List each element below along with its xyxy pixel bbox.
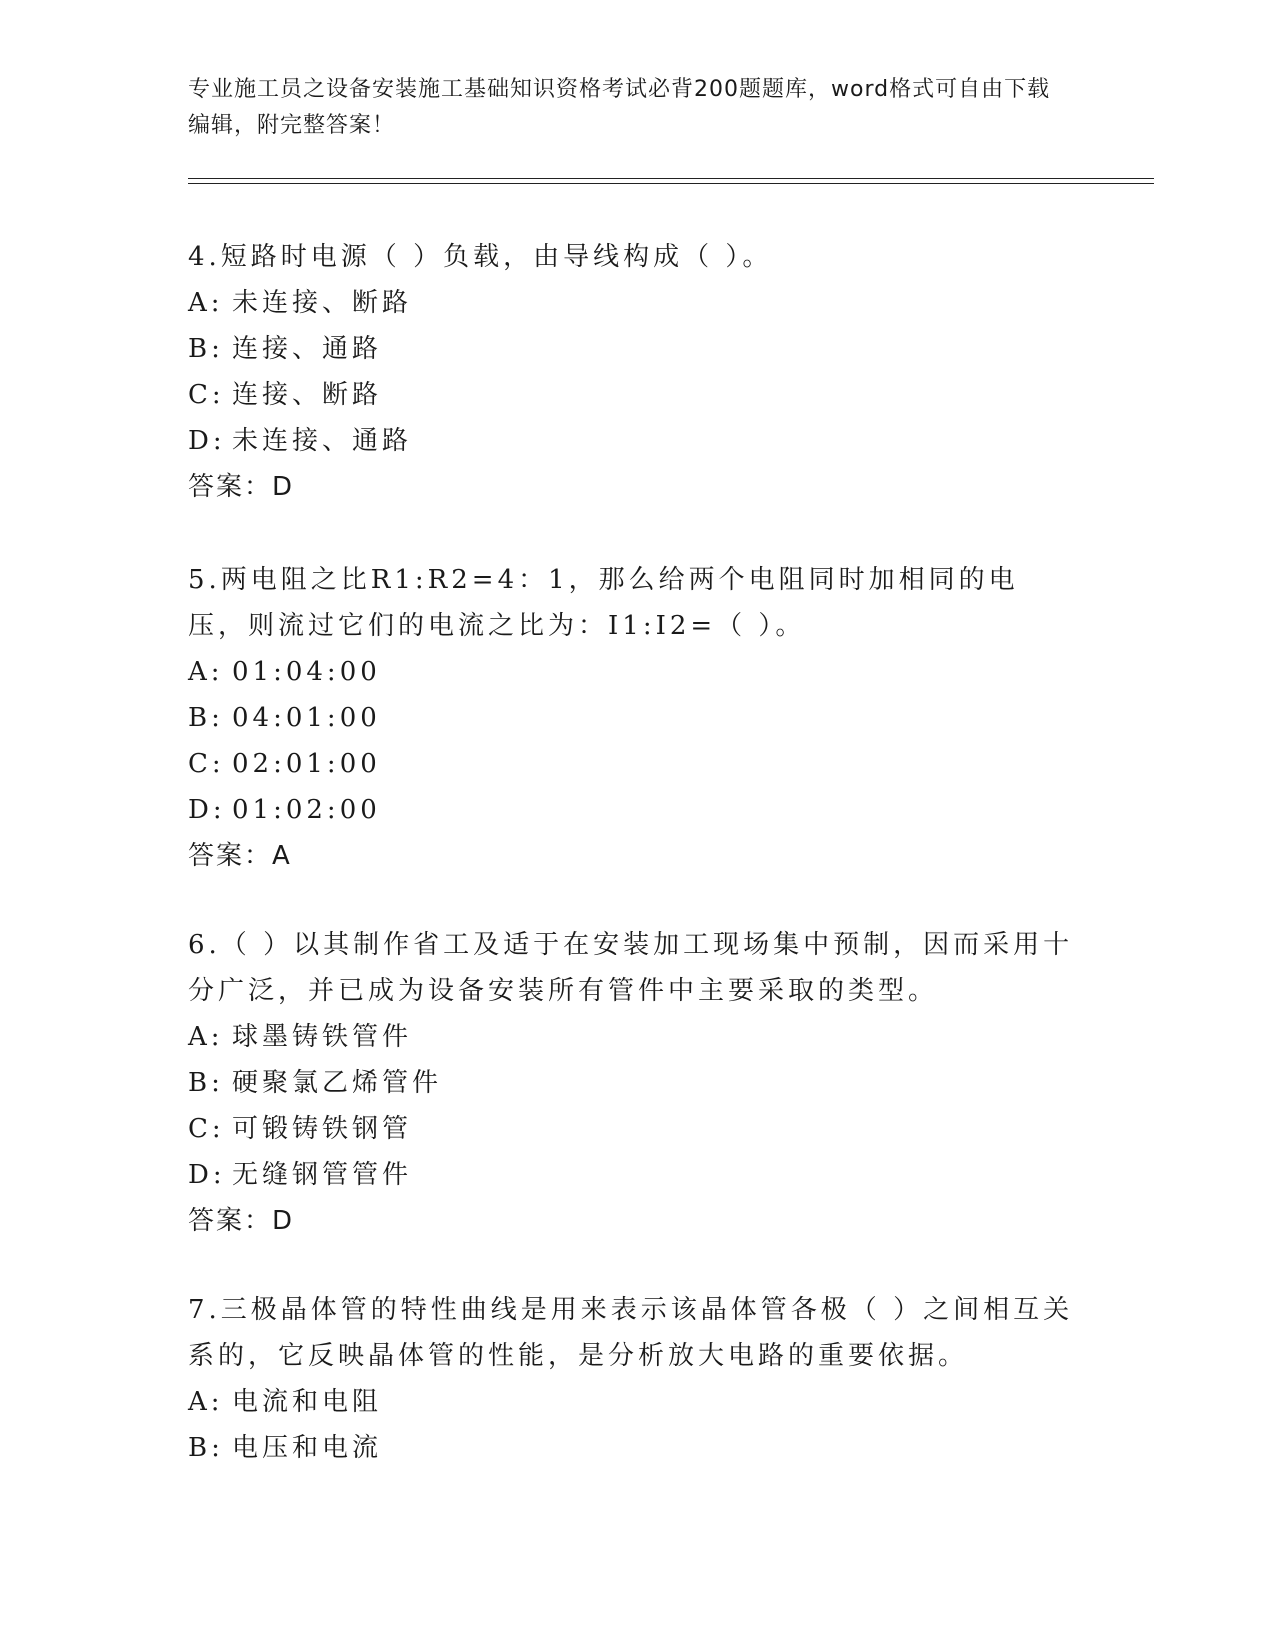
option-a bbox=[188, 1014, 1078, 1060]
option-letter: C: bbox=[188, 749, 225, 779]
option-letter: A: bbox=[188, 657, 224, 687]
option-text: 未连接、通路 bbox=[232, 426, 413, 456]
document-header: 专业施工员之设备安装施工基础知识资格考试必背200题题库，word格式可自由下载编辑，附完整答案！ bbox=[188, 77, 1051, 138]
question-stem: 5.两电阻之比R1:R2=4：1，那么给两个电阻同时加相同的电压，则流过它们的电流之比为：I1:I2=（ ）。 bbox=[188, 565, 1019, 641]
header-divider-bottom bbox=[188, 183, 1154, 184]
option-letter: D: bbox=[188, 795, 226, 825]
option-d bbox=[188, 1152, 1078, 1198]
question-6 bbox=[188, 922, 1078, 1244]
option-letter: A: bbox=[188, 288, 224, 318]
question-5 bbox=[188, 557, 1078, 879]
option-text: 01:04:00 bbox=[232, 657, 381, 687]
option-c bbox=[188, 741, 1078, 787]
option-b bbox=[188, 1060, 1078, 1106]
option-letter: B: bbox=[188, 703, 224, 733]
option-letter: B: bbox=[188, 1433, 224, 1463]
option-letter: C: bbox=[188, 1114, 225, 1144]
option-c bbox=[188, 372, 1078, 418]
option-letter: D: bbox=[188, 426, 226, 456]
option-a bbox=[188, 649, 1078, 695]
option-a bbox=[188, 1379, 1078, 1425]
option-text: 连接、通路 bbox=[232, 334, 383, 364]
option-text: 球墨铸铁管件 bbox=[232, 1022, 413, 1052]
option-letter: C: bbox=[188, 380, 225, 410]
option-text: 未连接、断路 bbox=[232, 288, 413, 318]
option-text: 硬聚氯乙烯管件 bbox=[232, 1068, 443, 1098]
option-letter: A: bbox=[188, 1387, 224, 1417]
question-4 bbox=[188, 234, 1078, 510]
option-text: 可锻铸铁钢管 bbox=[232, 1114, 413, 1144]
question-stem: 4.短路时电源（ ）负载，由导线构成（ ）。 bbox=[188, 242, 773, 272]
option-b bbox=[188, 695, 1078, 741]
option-text: 01:02:00 bbox=[232, 795, 381, 825]
option-text: 电流和电阻 bbox=[232, 1387, 383, 1417]
option-text: 电压和电流 bbox=[232, 1433, 383, 1463]
option-d bbox=[188, 787, 1078, 833]
option-text: 02:01:00 bbox=[232, 749, 381, 779]
question-stem: 6.（ ）以其制作省工及适于在安装加工现场集中预制，因而采用十分广泛，并已成为设备安装所有管件中主要采取的类型。 bbox=[188, 930, 1074, 1006]
option-b bbox=[188, 326, 1078, 372]
option-letter: D: bbox=[188, 1160, 226, 1190]
answer-line: 答案：A bbox=[188, 841, 292, 871]
header-divider-top bbox=[188, 178, 1154, 179]
option-letter: A: bbox=[188, 1022, 224, 1052]
option-letter: B: bbox=[188, 334, 224, 364]
option-c bbox=[188, 1106, 1078, 1152]
answer-line: 答案：D bbox=[188, 472, 295, 502]
option-b bbox=[188, 1425, 1078, 1471]
option-text: 无缝钢管管件 bbox=[232, 1160, 413, 1190]
question-7 bbox=[188, 1287, 1078, 1471]
option-letter: B: bbox=[188, 1068, 224, 1098]
answer-line: 答案：D bbox=[188, 1206, 295, 1236]
option-text: 04:01:00 bbox=[232, 703, 381, 733]
option-a bbox=[188, 280, 1078, 326]
option-d bbox=[188, 418, 1078, 464]
question-stem: 7.三极晶体管的特性曲线是用来表示该晶体管各极（ ）之间相互关系的，它反映晶体管的性能，是分析放大电路的重要依据。 bbox=[188, 1295, 1074, 1371]
option-text: 连接、断路 bbox=[232, 380, 383, 410]
